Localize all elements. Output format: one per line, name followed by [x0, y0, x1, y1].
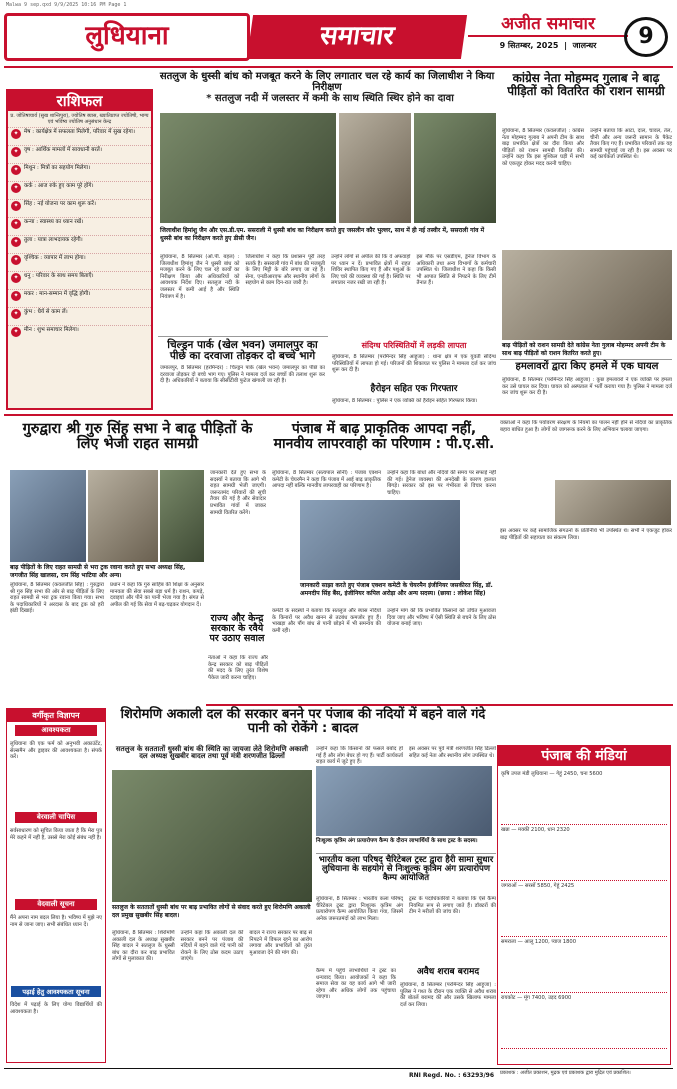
- shiromani-body-col-4: उन्होंने कहा कि किसानों की फसलें बर्बाद हो गई हैं और लोग बेघर हो गए हैं। पार्टी कार्यकर्ता राहत कार्य में जुटे हुए हैं।: [316, 746, 403, 766]
- rashifal-text: मिथुन : मित्रों का सहयोग मिलेगा।: [24, 165, 91, 171]
- punjab-caption-text: जानकारी साझा करते हुए पंजाब एक्शन कमेटी के चेयरमैन इंजीनियर जसकीरत सिंह, डॉ. अमनदीप सिंह बैंस, इंजीनियर कपिल अरोड़ा और अन्य सदस्य।: [300, 582, 493, 597]
- zodiac-icon: ✦: [11, 327, 21, 337]
- mandi-title: पंजाब की मंडियां: [498, 746, 670, 766]
- bhartiya-body-col-2: ट्रस्ट के पदाधिकारियों ने बताया कि ऐसे कैम्प नियमित रूप से लगाए जाते हैं। डॉक्टरों की टीम ने मरीजों की जांच की।: [409, 896, 496, 916]
- classifieds-notice-body: मैंने अपना नाम बदल लिया है। भविष्य में मुझे नए नाम से जाना जाए। सभी संबंधित ध्यान दें।: [10, 915, 102, 928]
- heroin-headline: हैरोइन सहित एक गिरफ्तार: [370, 384, 458, 394]
- gurudwara-photo-2: [88, 470, 158, 562]
- zodiac-icon: ✦: [11, 309, 21, 319]
- bhartiya-body-col-1: लुधियाना, 8 सितम्बर : भारतीय कला परिषद् चैरिटेबल ट्रस्ट द्वारा निःशुल्क कृत्रिम अंग प्रत्यारोपण कैम्प आयोजित किया गया, जिसमें अनेक जरूरतमंदों को लाभ मिला।: [316, 896, 403, 922]
- rashifal-item: [8, 199, 151, 217]
- divider: [158, 336, 328, 337]
- punjab-body-col-2: उन्होंने कहा कि बांधों और नदियों की समय पर सफाई नहीं की गई। ड्रेनेज व्यवस्था की अनदेखी के कारण हालात बिगड़े। सरकार को इस पर गंभीरता से विचार करना चाहिए।: [387, 470, 496, 496]
- lead-subhead: * सतलुज नदी में जलस्तर में कमी के साथ स्थिति स्थिर होने का दावा: [206, 93, 454, 104]
- zodiac-icon: ✦: [11, 201, 21, 211]
- attack-body: लुधियाना, 8 सितम्बर (परमिन्दर सिंह आहूजा) : कुछ हमलावरों ने एक व्यक्ति पर हमला कर उसे घायल कर दिया। घायल को अस्पताल में भर्ती कराया गया है। पुलिस ने मामला दर्ज कर जांच शुरू कर दी है।: [502, 377, 672, 397]
- lead-subhead-box: [170, 94, 490, 105]
- lead-photo-3: [414, 113, 496, 223]
- masthead-section: समाचार: [247, 15, 467, 59]
- gurudwara-body: [10, 582, 204, 702]
- lead-photo-1: [160, 113, 336, 223]
- rashifal-text: वृष : आर्थिक मामलों में सावधानी बरतें।: [24, 147, 102, 153]
- missing-body: लुधियाना, 8 सितम्बर (परमिन्दर सिंह आहूजा) : थाना क्षेत्र में एक युवती संदिग्ध परिस्थितियों में लापता हो गई। परिजनों की शिकायत पर पुलिस ने मामला दर्ज कर जांच शुरू कर दी है।: [332, 354, 496, 374]
- rashifal-item: [8, 235, 151, 253]
- classifieds-apply-tag: पढ़ाई हेतु आवश्यकता सूचना: [11, 986, 101, 997]
- pac-continued-body: वक्ताओं ने कहा कि पर्यावरण संरक्षण के नियमों का पालन नहीं होने से नदियों का प्राकृतिक बहाव बाधित हुआ है। लोगों को जागरूक करने के लिए अभियान चलाया जाएगा।: [500, 420, 672, 433]
- rashifal-item: [8, 253, 151, 271]
- shiromani-body-col-2: उन्होंने कहा कि अकाली दल की सरकार बनने पर पंजाब की नदियों में बहने वाले गंदे पानी को रोकने के लिए ठोस कदम उठाए जाएंगे।: [180, 930, 244, 963]
- classifieds-notice-tag: वेदवाली सूचना: [15, 899, 97, 910]
- zodiac-icon: ✦: [11, 237, 21, 247]
- lead-body-col-2: जिलाधीश ने कहा कि प्रशासन पूरी तरह सतर्क है। ससराली गांव में बांध की मजबूती के लिए मिट्टी के बोरे लगाए जा रहे हैं। सेना, एनडीआरएफ और स्थानीय लोगों के सहयोग से काम दिन-रात जारी है।: [245, 254, 325, 287]
- shiromani-body-col-1: लुधियाना, 8 सितम्बर : शिरोमणि अकाली दल के अध्यक्ष सुखबीर सिंह बादल ने सतलुज के धुस्सी बांध का दौरा कर बाढ़ प्रभावित लोगों से मुलाकात की।: [112, 930, 175, 963]
- bhartiya-photo: [316, 766, 492, 836]
- rashifal-title: राशिफल: [8, 91, 151, 111]
- gurudwara-photo-1: [10, 470, 86, 562]
- lead-photo-caption: जिलाधीश हिमांशु जैन और एस.डी.एम. ससराली में धुस्सी बांध का निरीक्षण करते हुए जसलीन कौर भुल्लर, साथ में ही नई तस्वीर में, ससराली गांव में धुस्सी बांध का निरीक्षण करते हुए डीसी जैन।: [160, 227, 485, 242]
- zodiac-icon: ✦: [11, 165, 21, 175]
- shiromani-photo: [112, 770, 312, 902]
- rashifal-text: तुला : यात्रा लाभदायक रहेगी।: [24, 237, 83, 243]
- zodiac-icon: ✦: [11, 291, 21, 301]
- gurudwara-body-col-1: लुधियाना, 8 सितम्बर (कवलजीत सिंह) : गुरुद्वारा श्री गुरु सिंह सभा की ओर से बाढ़ पीड़ितों के लिए राहत सामग्री से भरा ट्रक रवाना किया गया। सभा के पदाधिकारियों ने अरदास के बाद ट्रक को हरी झंडी दिखाई।: [10, 582, 104, 615]
- heroin-body: लुधियाना, 8 सितम्बर : पुलिस ने एक व्यक्ति को हैरोइन सहित गिरफ्तार किया।: [332, 398, 478, 404]
- chilran-body: जमालपुर, 8 सितम्बर (हरमिन्दर) : चिल्ड्रन पार्क (खेल भवन) जमालपुर का पीछे का दरवाजा तोड़कर दो बच्चे भाग गए। पुलिस ने मामला दर्ज कर बच्चों की तलाश शुरू कर दी है। अधिकारियों ने बताया कि सीसीटीवी फुटेज खंगाली जा रही है।: [160, 365, 325, 385]
- classifieds-apply-body: विदेश में पढ़ाई के लिए योग्य विद्यार्थियों की आवश्यकता है।: [10, 1002, 102, 1015]
- bhartiya-caption: निःशुल्क कृत्रिम अंग प्रत्यारोपण कैम्प के दौरान लाभार्थियों के साथ ट्रस्ट के सदस्य।: [316, 838, 478, 844]
- section-rule: [4, 414, 673, 416]
- punjab-headline: पंजाब में बाढ़ प्राकृतिक आपदा नहीं, मानवीय लापरवाही का परिणाम : पी.ए.सी.: [273, 421, 495, 452]
- rashifal-item: [8, 145, 151, 163]
- pac-side-photo: [555, 480, 671, 525]
- footer-rni: RNI Regd. No. : 63293/96: [408, 1072, 494, 1079]
- section-rule: [206, 704, 673, 706]
- mandi-row: कृषि उपज मंडी लुधियाना — गेहूं 2450, चना 5600: [501, 769, 667, 825]
- mandi-box: [497, 745, 671, 1065]
- rashifal-item: [8, 163, 151, 181]
- punjab-body-col-1: लुधियाना, 8 सितम्बर (सत्यपाल सोनी) : पंजाब एक्शन कमेटी के चेयरमैन ने कहा कि पंजाब में आई बाढ़ प्राकृतिक आपदा नहीं बल्कि मानवीय लापरवाही का परिणाम है।: [272, 470, 381, 490]
- lead-body-col-4: इस मौके पर एसडीएम, ड्रेनेज विभाग के अधिकारी तथा अन्य विभागों के कर्मचारी उपस्थित थे। जिलाधीश ने कहा कि किसी भी आपात स्थिति से निपटने के लिए टीमें तैनात हैं।: [416, 254, 496, 287]
- zodiac-icon: ✦: [11, 147, 21, 157]
- mandi-row: खन्ना — मक्की 2100, धान 2320: [501, 825, 667, 881]
- gurudwara-photo-3: [160, 470, 204, 562]
- shiromani-body: [112, 930, 312, 1063]
- rashifal-item: [8, 181, 151, 199]
- gurudwara-body-col-3: जानकारी देते हुए सभा के सदस्यों ने बताया कि आगे भी राहत सामग्री भेजी जाएगी। जरूरतमंद परिवारों की सूची तैयार की गई है और सेवादार प्रभावित गांवों में जाकर सामग्री वितरित करेंगे।: [210, 470, 266, 516]
- gurudwara-caption: बाढ़ पीड़ितों के लिए राहत सामग्री से भरा ट्रक रवाना करते हुए सभा अध्यक्ष सिंह, जगजीत सिंह खालसा, राम सिंह भाटिया और अन्य।: [10, 564, 186, 579]
- punjab-photo: [300, 500, 460, 580]
- congress-body: [502, 128, 672, 248]
- congress-body-col-2: उन्होंने बताया कि आटा, दाल, चावल, तेल, चीनी और अन्य जरूरी सामान के पैकेट तैयार किए गए हैं। प्रभावित परिवारों तक यह सामग्री पहुंचाई जा रही है। इस अवसर पर कई कार्यकर्ता उपस्थित थे।: [590, 128, 672, 161]
- masthead-city: लुधियाना: [4, 13, 250, 61]
- state-body: नेताओं ने कहा कि राज्य और केन्द्र सरकार को बाढ़ पीड़ितों की मदद के लिए तुरंत विशेष पैकेज जारी करना चाहिए।: [208, 655, 268, 681]
- missing-headline: संदिग्ध परिस्थितियों में लड़की लापता: [361, 341, 467, 350]
- shiromani-body-col-5: इस अवसर पर पूर्व मंत्री शरणजीत सिंह ढिल्लों सहित कई नेता और स्थानीय लोग उपस्थित थे।: [409, 746, 496, 759]
- rashifal-item: [8, 307, 151, 325]
- page-number: 9: [624, 17, 668, 57]
- rashifal-text: कुंभ : धैर्य से काम लें।: [24, 309, 68, 315]
- mandi-row: जगराओं — सरसों 5850, गेहूं 2425: [501, 881, 667, 937]
- masthead-place: जालन्धर: [572, 41, 597, 50]
- rashifal-item: [8, 289, 151, 307]
- rashifal-text: मेष : कार्यक्षेत्र में सफलता मिलेगी, परिवार में सुख रहेगा।: [24, 129, 135, 135]
- print-header-line: Malwa 9 sep.qxd 9/9/2025 10:16 PM Page 1: [6, 2, 127, 8]
- shiromani-caption: सतलुज के सततातों धुस्सी बांध पर बाढ़ प्रभावित लोगों से संवाद करते हुए शिरोमणि अकाली दल प्रमुख सुखबीर सिंह बादल।: [112, 904, 311, 919]
- rashifal-text: मीन : शुभ समाचार मिलेगा।: [24, 327, 79, 333]
- lead-body-col-1: लुधियाना, 8 सितम्बर (ओ.पी. बहल) : जिलाधीश हिमांशु जैन ने धुस्सी बांध को मजबूत करने के लिए चल रहे कार्यों का निरीक्षण किया और अधिकारियों को आवश्यक निर्देश दिए। सतलुज नदी के जलस्तर में कमी आई है और स्थिति नियंत्रण में है।: [160, 254, 240, 300]
- illegal-headline: अवैध शराब बरामद: [416, 967, 480, 977]
- rashifal-text: मकर : मान-सम्मान में वृद्धि होगी।: [24, 291, 91, 297]
- classifieds-box: [6, 708, 106, 1063]
- rashifal-item: [8, 127, 151, 145]
- footer-imprint: प्रकाशक : अजीत प्रकाशन, मुद्रक एवं प्रकाशक द्वारा मुद्रित एवं प्रकाशित।: [500, 1070, 631, 1076]
- rashifal-text: धनु : परिवार के साथ समय बिताएँ।: [24, 273, 94, 279]
- classifieds-title: वर्गीकृत विज्ञापन: [7, 709, 105, 722]
- shiromani-body-col-3: बादल ने राज्य सरकार पर बाढ़ से निपटने में विफल रहने का आरोप लगाया और प्रभावितों को तुरंत मुआवजा देने की मांग की।: [249, 930, 312, 956]
- masthead-rule: [4, 66, 673, 68]
- masthead-date: 9 सितम्बर, 2025: [499, 41, 559, 50]
- bhartiya-body: [316, 896, 496, 966]
- bhartiya-body-col-3: कैम्प में पहुंचे लाभार्थियों ने ट्रस्ट का धन्यवाद किया। आयोजकों ने कहा कि समाज सेवा का यह कार्य आगे भी जारी रहेगा और अधिक लोगों तक पहुंचाया जाएगा।: [316, 968, 396, 1001]
- rashifal-list: [8, 127, 151, 343]
- masthead-brand: अजीत समाचार: [468, 13, 628, 37]
- classifieds-need-body: लुधियाना की एक फर्म को अनुभवी अकाउंटेंट, सेल्समैन और ड्राइवर की आवश्यकता है। संपर्क करें।: [10, 741, 102, 761]
- bhartiya-headline: भारतीय कला परिषद् चैरिटेबल ट्रस्ट द्वारा हैरी सामा सुधार लुधियाना के सहयोग से निःशुल्क कृत्रिम अंग प्रत्यारोपण कैम्प आयोजित: [318, 855, 494, 883]
- punjab-photo-credit: (छाया : लोकेश सिंह): [437, 589, 486, 597]
- chilran-headline: चिल्ड्रन पार्क (खेल भवन) जमालपुर का पीछे का दरवाजा तोड़कर दो बच्चे भागे: [167, 339, 318, 363]
- rashifal-text: सिंह : नई योजना पर काम शुरू करें।: [24, 201, 96, 207]
- lead-headline-box: [158, 72, 496, 92]
- zodiac-icon: ✦: [11, 219, 21, 229]
- mandi-row: रायकोट — मूंग 7400, उड़द 6900: [501, 993, 667, 1049]
- rashifal-subtitle: प्र. जोतिषाचार्य (सुख शान्तिपुरा), ज्योतिष ब्यास, ख्यातिप्राप्त ज्योतिषी, भाग्य एवं भविष्य ज्योतिष अनुसंधान केन्द्र: [10, 113, 149, 125]
- masthead-dateline: 9 सितम्बर, 2025 | जालन्धर: [499, 41, 597, 50]
- zodiac-icon: ✦: [11, 183, 21, 193]
- state-headline: राज्य और केन्द्र सरकार के रवैये पर उठाए सवाल: [209, 613, 265, 644]
- masthead: [4, 11, 674, 65]
- zodiac-icon: ✦: [11, 129, 21, 139]
- attack-headline: हमलावरों द्वारा किए हमले में एक घायल: [515, 361, 659, 372]
- punjab-body-col-3: कमेटी के सदस्यों ने बताया कि सतलुज और ब्यास नदियों के किनारों पर अवैध खनन से तटबंध कमजोर हुए हैं। भाखड़ा और पौंग बांध से पानी छोड़ने में भी समन्वय की कमी रही।: [272, 608, 381, 634]
- punjab-caption: [300, 582, 496, 606]
- rashifal-text: वृश्चिक : व्यापार में लाभ होगा।: [24, 255, 86, 261]
- rashifal-text: कन्या : स्वास्थ्य का ध्यान रखें।: [24, 219, 84, 225]
- punjab-body-col-4: उन्होंने मांग की कि प्रभावित किसानों को उचित मुआवजा दिया जाए और भविष्य में ऐसी स्थिति से बचने के लिए ठोस योजना बनाई जाए।: [387, 608, 496, 628]
- rashifal-item: [8, 271, 151, 289]
- footer: [0, 1066, 677, 1089]
- gurudwara-headline: गुरुद्वारा श्री गुरु सिंह सभा ने बाढ़ पीड़ितों के लिए भेजी राहत सामग्री: [22, 421, 253, 453]
- shiromani-headline: शिरोमणि अकाली दल की सरकार बनने पर पंजाब की नदियों में बहने वाले गंदे पानी को रोकेंगे : बादल: [120, 707, 486, 736]
- pac-continued-body-2: इस अवसर पर कई सामाजिक संगठनों के प्रतिनिधि भी उपस्थित थे। सभी ने एकजुट होकर बाढ़ पीड़ितों की सहायता का संकल्प लिया।: [500, 528, 672, 541]
- footer-rule: [4, 1068, 673, 1069]
- congress-headline: कांग्रेस नेता मोहम्मद गुलाब ने बाढ़ पीड़ितों को वितरित की राशन सामग्री: [507, 71, 665, 98]
- congress-photo: [502, 250, 672, 340]
- divider: [316, 853, 496, 854]
- gurudwara-body-col-2: प्रधान ने कहा कि गुरु साहिब की शिक्षा के अनुसार मानवता की सेवा सबसे बड़ा धर्म है। राशन, कपड़े, दवाइयां और पीने का पानी भेजा गया है। संगत से अपील की गई कि सेवा में बढ़-चढ़कर योगदान दें।: [110, 582, 204, 608]
- congress-body-col-1: लुधियाना, 8 सितम्बर (कवलजीत) : कांग्रेस नेता मोहम्मद गुलाब ने अपनी टीम के साथ बाढ़ प्रभावित क्षेत्रों का दौरा किया और पीड़ितों को राशन सामग्री वितरित की। उन्होंने कहा कि इस मुश्किल घड़ी में सभी को एकजुट होकर मदद करनी चाहिए।: [502, 128, 584, 167]
- lead-headline: सतलुज के धुस्सी बांध को मजबूत करने के लिए लगातार चल रहे कार्य का जिलाधीश ने किया निरीक्षण: [159, 71, 495, 93]
- classifieds-missing-body: सर्वसाधारण को सूचित किया जाता है कि मेरा पुत्र मेरे कहने में नहीं है, उससे मेरा कोई संबंध नहीं है।: [10, 828, 102, 841]
- classifieds-missing-tag: बेरवाली चापिस: [15, 812, 97, 823]
- congress-caption: बाढ़ पीड़ितों को राशन सामग्री देते कांग्रेस नेता गुलाब मोहम्मद अपनी टीम के साथ बाढ़ पीड़ितों को राशन वितरित करते हुए।: [502, 342, 666, 357]
- punjab-body-lower: [272, 608, 496, 703]
- classifieds-need-tag: आवश्यकता: [15, 725, 97, 736]
- shiromani-subhead: सतलुज के सततातों धुस्सी बांध की स्थिति का जायजा लेते शिरोमणि अकाली दल अध्यक्ष सुखबीर बादल तथा पूर्व मंत्री शरणजीत ढिल्लों: [115, 745, 309, 761]
- lead-photo-2: [339, 113, 411, 223]
- mandi-row: समराला — आलू 1200, प्याज 1800: [501, 937, 667, 993]
- rashifal-item: [8, 325, 151, 343]
- zodiac-icon: ✦: [11, 255, 21, 265]
- zodiac-icon: ✦: [11, 273, 21, 283]
- masthead-brand-block: [468, 13, 628, 59]
- rashifal-item: [8, 217, 151, 235]
- rashifal-text: कर्क : आज रुके हुए काम पूरे होंगे।: [24, 183, 94, 189]
- rashifal-box: [6, 89, 153, 410]
- congress-headline-box: [500, 72, 672, 126]
- illegal-body: लुधियाना, 8 सितम्बर (परमिन्दर सिंह आहूजा) : पुलिस ने गश्त के दौरान एक व्यक्ति से अवैध शराब की बोतलें बरामद कीं और उसके खिलाफ मामला दर्ज कर लिया।: [400, 982, 496, 1008]
- lead-body: [160, 254, 496, 334]
- mandi-list: [498, 766, 670, 1052]
- divider: [500, 359, 672, 360]
- lead-body-col-3: उन्होंने लोगों से अपील की कि वे अफवाहों पर ध्यान न दें। प्रभावित क्षेत्रों में राहत शिविर स्थापित किए गए हैं और पशुओं के लिए चारे की व्यवस्था की गई है। स्थिति पर लगातार नजर रखी जा रही है।: [331, 254, 411, 287]
